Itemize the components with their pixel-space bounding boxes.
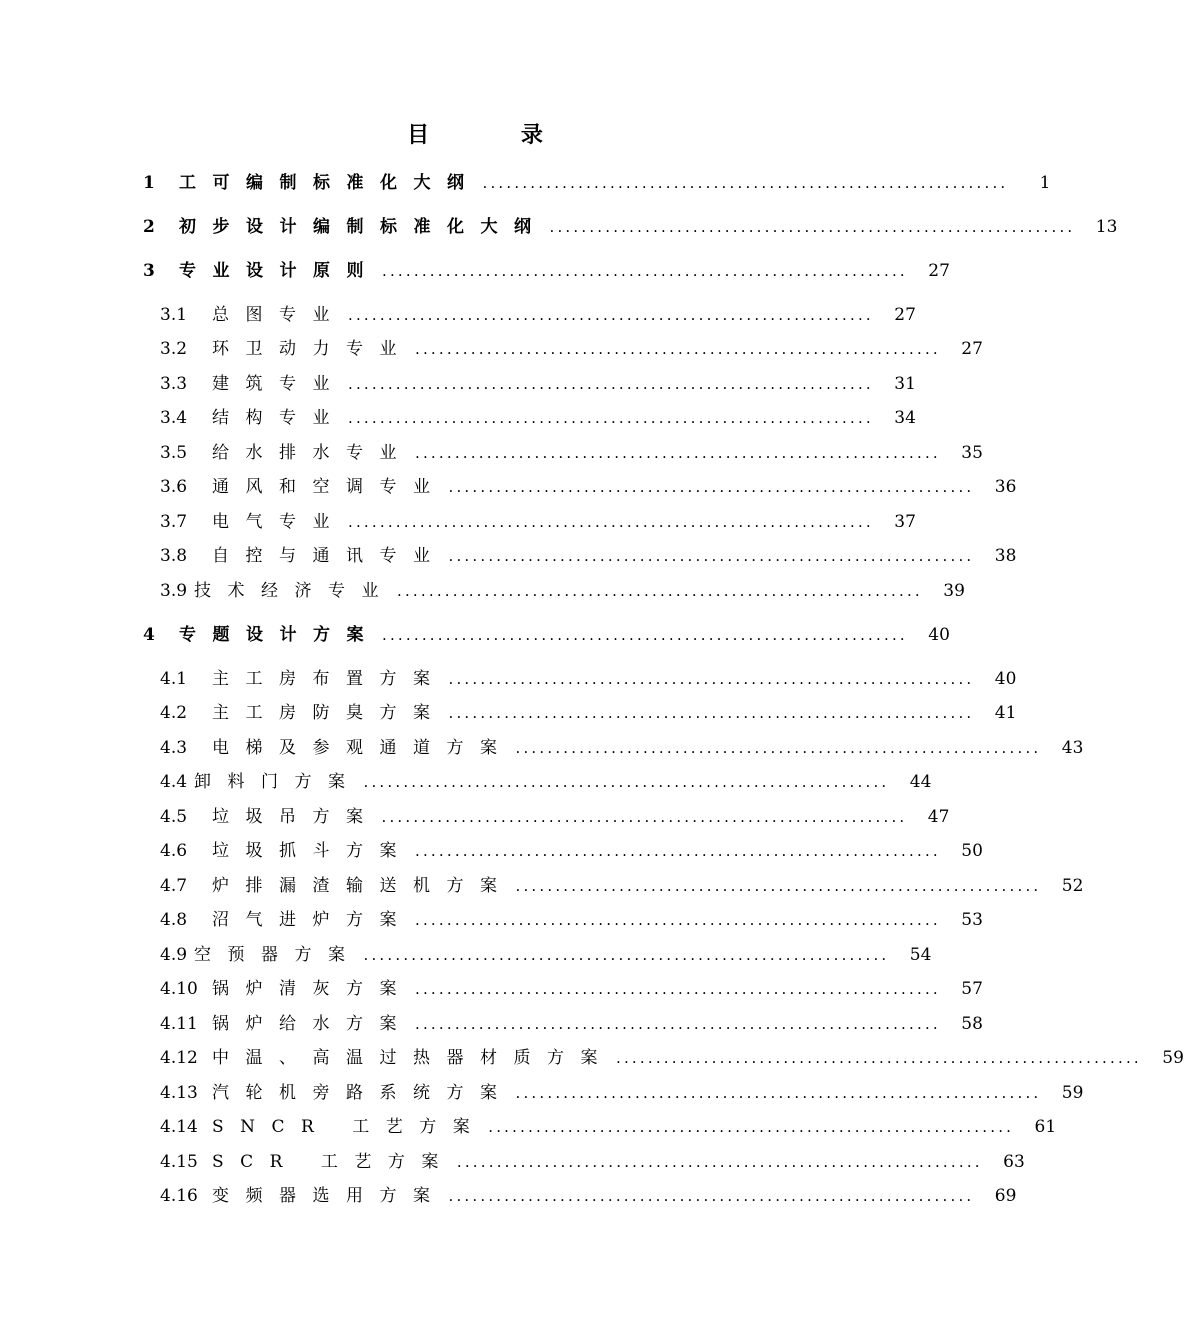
toc-entry-label: SNCR 工艺方案 [212, 1117, 487, 1137]
toc-entry-label: 卸料门方案 [194, 772, 362, 792]
toc-entry-number: 4.16 [160, 1186, 198, 1206]
toc-entry-page: 13 [1095, 217, 1118, 237]
toc-entry[interactable] [160, 544, 1017, 568]
toc-entry-page: 57 [961, 979, 983, 999]
toc-entry-label: 垃圾吊方案 [212, 807, 380, 827]
dot-leader: .................................................................. [448, 478, 975, 496]
toc-entry-label: SCR 工艺方案 [212, 1152, 455, 1172]
toc-entry-label: 建筑专业 [212, 374, 346, 394]
toc-entry-page: 41 [994, 703, 1017, 723]
toc-entry-number: 1 [143, 173, 155, 193]
toc-entry-number: 3 [143, 261, 155, 281]
dot-leader: .................................................................. [515, 739, 1042, 757]
toc-entry[interactable] [160, 908, 983, 932]
toc-entry-page: 63 [1003, 1152, 1025, 1172]
toc-entry[interactable] [160, 1150, 1025, 1174]
dot-leader: .................................................................. [515, 1084, 1042, 1102]
toc-entry-label: 技术经济专业 [194, 581, 395, 601]
toc-entry[interactable] [160, 1115, 1057, 1139]
dot-leader: .................................................................. [363, 773, 890, 791]
toc-entry-label: 专业设计原则 [179, 261, 380, 281]
toc-entry-page: 39 [943, 581, 965, 601]
toc-entry-page: 53 [961, 910, 983, 930]
dot-leader: .................................................................. [448, 704, 975, 722]
dot-leader: .................................................................. [415, 1015, 941, 1033]
toc-entry-number: 4.2 [160, 703, 188, 723]
toc-entry-page: 58 [961, 1014, 983, 1034]
toc-entry-page: 31 [894, 374, 916, 394]
toc-entry-label: 电梯及参观通道方案 [212, 738, 514, 758]
toc-entry[interactable] [160, 1184, 1017, 1208]
toc-entry-number: 3.5 [160, 443, 188, 463]
dot-leader: .................................................................. [515, 877, 1042, 895]
dot-leader: .................................................................. [397, 582, 923, 600]
toc-entry-page: 34 [894, 408, 916, 428]
toc-entry[interactable] [160, 943, 932, 967]
toc-entry-number: 2 [143, 217, 155, 237]
dot-leader: .................................................................. [415, 444, 941, 462]
toc-entry[interactable] [143, 259, 950, 283]
dot-leader: .................................................................. [616, 1049, 1142, 1067]
toc-entry-label: 垃圾抓斗方案 [212, 841, 413, 861]
toc-entry-page: 59 [1061, 1083, 1084, 1103]
dot-leader: .................................................................. [482, 174, 1009, 192]
toc-entry[interactable] [160, 372, 916, 396]
toc-entry-label: 主工房防臭方案 [212, 703, 447, 723]
toc-entry[interactable] [143, 623, 950, 647]
toc-entry-label: 变频器选用方案 [212, 1186, 447, 1206]
dot-leader: .................................................................. [488, 1118, 1015, 1136]
toc-entry[interactable] [160, 736, 1084, 760]
toc-entry-number: 4.15 [160, 1152, 198, 1172]
toc-entry-label: 中温、高温过热器材质方案 [212, 1048, 614, 1068]
toc-entry[interactable] [160, 510, 916, 534]
toc-entry-page: 38 [994, 546, 1017, 566]
toc-entry-label: 给水排水专业 [212, 443, 413, 463]
toc-entry-number: 3.4 [160, 408, 188, 428]
toc-entry-label: 电气专业 [212, 512, 346, 532]
toc-entry-number: 3.1 [160, 305, 188, 325]
toc-entry-page: 47 [927, 807, 950, 827]
toc-entry[interactable] [160, 1012, 983, 1036]
toc-entry-page: 43 [1061, 738, 1084, 758]
toc-entry-label: 自控与通讯专业 [212, 546, 447, 566]
dot-leader: .................................................................. [549, 218, 1076, 236]
toc-entry-number: 4.5 [160, 807, 188, 827]
toc-entry-label: 初步设计编制标准化大纲 [179, 217, 548, 237]
toc-entry-number: 4.1 [160, 669, 188, 689]
toc-entry-number: 4.12 [160, 1048, 198, 1068]
toc-entry-label: 总图专业 [212, 305, 346, 325]
toc-entry-number: 4.14 [160, 1117, 198, 1137]
toc-entry[interactable] [160, 337, 983, 361]
toc-entry[interactable] [143, 215, 1118, 239]
toc-entry-label: 专题设计方案 [179, 625, 380, 645]
toc-entry-page: 27 [894, 305, 916, 325]
dot-leader: .................................................................. [456, 1153, 983, 1171]
dot-leader: .................................................................. [415, 911, 941, 929]
dot-leader: .................................................................. [415, 340, 941, 358]
toc-entry-label: 炉排漏渣输送机方案 [212, 876, 514, 896]
toc-entry[interactable] [160, 701, 1017, 725]
toc-entry-number: 4.3 [160, 738, 188, 758]
toc-entry-page: 27 [961, 339, 983, 359]
toc-entry-label: 锅炉给水方案 [212, 1014, 413, 1034]
dot-leader: .................................................................. [381, 808, 908, 826]
toc-entry[interactable] [160, 441, 983, 465]
toc-entry-number: 3.9 [160, 581, 188, 601]
dot-leader: .................................................................. [348, 513, 874, 531]
toc-entry-page: 35 [961, 443, 983, 463]
toc-entry-number: 4.13 [160, 1083, 198, 1103]
toc-entry-page: 40 [994, 669, 1017, 689]
dot-leader: .................................................................. [415, 980, 941, 998]
toc-entry-label: 汽轮机旁路系统方案 [212, 1083, 514, 1103]
toc-entry-label: 结构专业 [212, 408, 346, 428]
dot-leader: .................................................................. [448, 1187, 975, 1205]
toc-entry-number: 3.7 [160, 512, 188, 532]
toc-entry-number: 4.9 [160, 945, 188, 965]
dot-leader: .................................................................. [348, 306, 874, 324]
toc-entry[interactable] [160, 579, 965, 603]
toc-entry-label: 通风和空调专业 [212, 477, 447, 497]
toc-entry[interactable] [160, 874, 1084, 898]
toc-entry-page: 40 [928, 625, 950, 645]
toc-entry-number: 4.7 [160, 876, 188, 896]
toc-entry-label: 环卫动力专业 [212, 339, 413, 359]
dot-leader: .................................................................. [363, 946, 890, 964]
toc-entry[interactable] [160, 406, 916, 430]
toc-entry-number: 3.3 [160, 374, 188, 394]
toc-entry-label: 主工房布置方案 [212, 669, 447, 689]
toc-entry-page: 61 [1034, 1117, 1057, 1137]
toc-entry-number: 4.6 [160, 841, 188, 861]
toc-entry-page: 36 [994, 477, 1017, 497]
toc-entry[interactable] [160, 770, 932, 794]
toc-entry-page: 69 [994, 1186, 1017, 1206]
toc-entry[interactable] [160, 667, 1017, 691]
toc-entry-label: 沼气进炉方案 [212, 910, 413, 930]
dot-leader: .................................................................. [415, 842, 941, 860]
toc-title: 目 录 [407, 122, 585, 148]
toc-entry-number: 4 [143, 625, 155, 645]
toc-entry[interactable] [160, 805, 950, 829]
toc-entry-label: 锅炉清灰方案 [212, 979, 413, 999]
dot-leader: .................................................................. [448, 547, 975, 565]
toc-entry-label: 工可编制标准化大纲 [179, 173, 481, 193]
toc-entry[interactable] [160, 977, 983, 1001]
toc-entry[interactable] [160, 303, 916, 327]
toc-entry[interactable] [160, 839, 983, 863]
toc-entry[interactable] [160, 1046, 1184, 1070]
toc-entry[interactable] [160, 1081, 1084, 1105]
toc-entry-page: 59 [1162, 1048, 1184, 1068]
toc-entry-number: 3.6 [160, 477, 188, 497]
toc-entry-number: 4.4 [160, 772, 188, 792]
dot-leader: .................................................................. [382, 262, 908, 280]
toc-entry-number: 4.11 [160, 1014, 198, 1034]
toc-entry-number: 3.2 [160, 339, 188, 359]
toc-entry-page: 54 [909, 945, 932, 965]
toc-entry-page: 27 [928, 261, 950, 281]
dot-leader: .................................................................. [348, 409, 874, 427]
toc-entry-page: 37 [894, 512, 916, 532]
toc-entry-number: 4.8 [160, 910, 188, 930]
toc-entry[interactable] [143, 171, 1051, 195]
toc-entry-page: 44 [909, 772, 932, 792]
toc-entry-page: 52 [1061, 876, 1084, 896]
dot-leader: .................................................................. [448, 670, 975, 688]
toc-entry-number: 3.8 [160, 546, 188, 566]
dot-leader: .................................................................. [382, 626, 908, 644]
dot-leader: .................................................................. [348, 375, 874, 393]
toc-entry-page: 1 [1039, 173, 1051, 193]
toc-entry[interactable] [160, 475, 1017, 499]
toc-entry-label: 空预器方案 [194, 945, 362, 965]
toc-entry-page: 50 [961, 841, 983, 861]
toc-entry-number: 4.10 [160, 979, 198, 999]
